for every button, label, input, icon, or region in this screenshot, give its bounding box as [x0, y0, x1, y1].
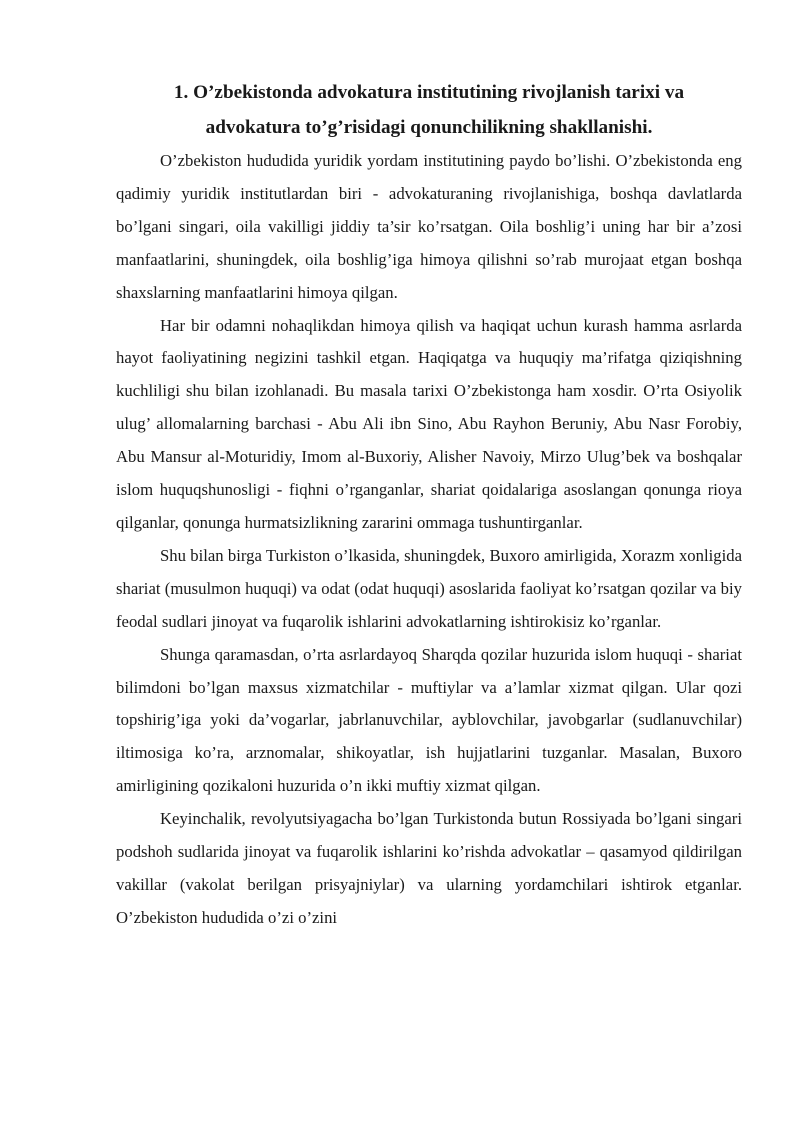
document-page [116, 76, 742, 935]
document-title [116, 76, 742, 145]
title-line-1: 1. O’zbekistonda advokatura institutining rivojlanish tarixi va [173, 82, 685, 103]
title-line-2: advokatura to’g’risidagi qonunchilikning shakllanishi. [205, 116, 653, 138]
paragraph: O’zbekiston hududida yuridik yordam institutining paydo bo’lishi. O’zbekistonda eng qadimiy yuridik institutlardan biri - advokaturaning rivojlanishiga, boshqa davlatlarda bo’lgani singari, oila vakilligi jiddiy ta’sir ko’rsatgan. Oila boshlig’i uning har bir a’zosi manfaatlarini, shuningdek, oila boshlig’iga himoya qilishni so’rab murojaat etgan boshqa shaxslarning manfaatlarini himoya qilgan. [116, 151, 742, 302]
paragraph: Har bir odamni nohaqlikdan himoya qilish va haqiqat uchun kurash hamma asrlarda hayot faoliyatining negizini tashkil etgan. Haqiqatga va huquqiy ma’rifatga qiziqishning kuchliligi shu bilan izohlanadi. Bu masala tarixi O’zbekistonga ham xosdir. O’rta Osiyolik ulug’ allomalarning barchasi - Abu Ali ibn Sino, Abu Rayhon Beruniy, Abu Nasr Forobiy, Abu Mansur al-Moturidiy, Imom al-Buxoriy, Alisher Navoiy, Mirzo Ulug’bek va boshqalar islom huquqshunosligi - fiqhni o’rganganlar, shariat qoidalariga asoslangan qonunga rioya qilganlar, qonunga hurmatsizlikning zararini ommaga tushuntirganlar. [116, 315, 742, 532]
paragraph: Shunga qaramasdan, o’rta asrlardayoq Sharqda qozilar huzurida islom huquqi - shariat bilimdoni bo’lgan maxsus xizmatchilar - muftiylar va a’lamlar xizmat qilgan. Ular qozi topshirig’iga yoki da’vogarlar, jabrlanuvchilar, ayblovchilar, javobgarlar (sudlanuvchilar) iltimosiga ko’ra, arznomalar, shikoyatlar, ish hujjatlarini tuzganlar. Masalan, Buxoro amirligining qozikaloni huzurida o’n ikki muftiy xizmat qilgan. [116, 644, 742, 796]
paragraph: Keyinchalik, revolyutsiyagacha bo’lgan Turkistonda butun Rossiyada bo’lgani singari podshoh sudlarida jinoyat va fuqarolik ishlarini ko’rishda advokatlar – qasamyod qildirilgan vakillar (vakolat berilgan prisyajniylar) va ularning yordamchilari ishtirok etganlar. O’zbekiston hududida o’zi o’zini [116, 809, 742, 927]
paragraph: Shu bilan birga Turkiston o’lkasida, shuningdek, Buxoro amirligida, Xorazm xonligida shariat (musulmon huquqi) va odat (odat huquqi) asoslarida faoliyat ko’rsatgan qozilar va biy feodal sudlari jinoyat va fuqarolik ishlarini advokatlarning ishtirokisiz ko’rganlar. [116, 545, 742, 631]
